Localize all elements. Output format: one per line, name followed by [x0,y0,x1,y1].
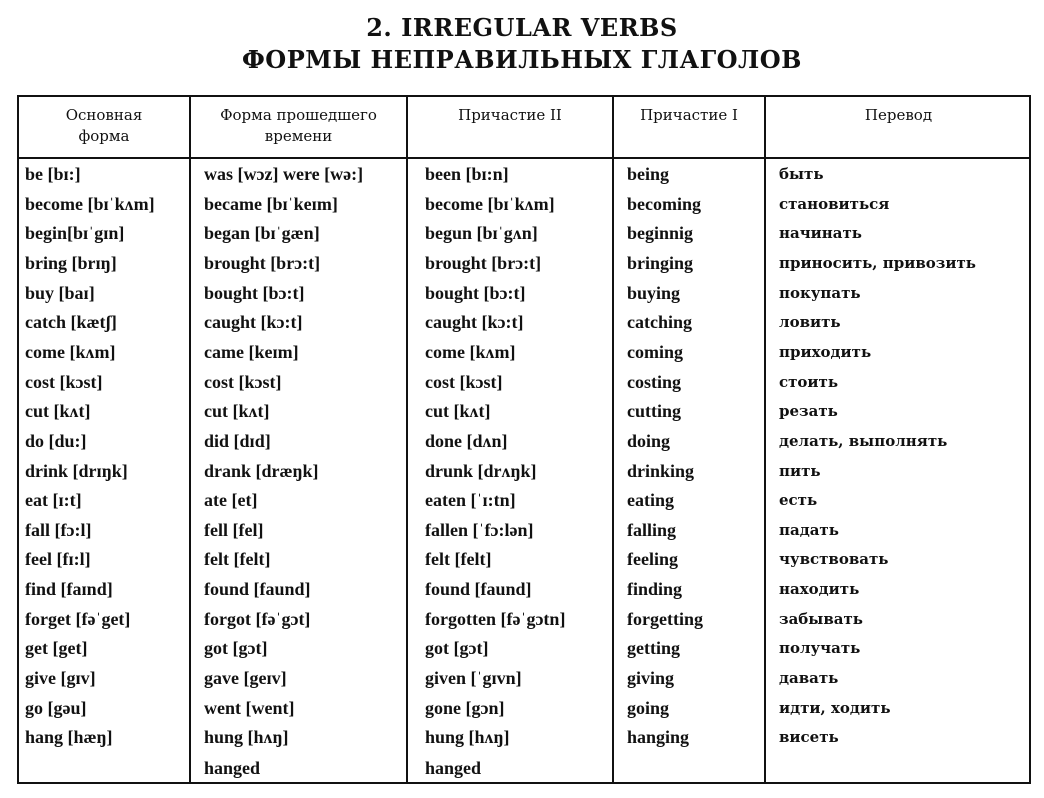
cell-past-form: became [bɪˈkeɪm] [204,193,338,214]
cell-participle-1: beginnig [627,223,694,244]
header-participle-2-text: Причастие II [458,106,562,124]
header-translation-text: Перевод [864,106,933,124]
table-row [19,308,1029,338]
page-title [0,12,1044,76]
cell-translation: есть [779,491,818,510]
table-row [19,575,1029,605]
cell-translation: падать [779,520,839,539]
table-row [19,160,1029,190]
cell-participle-2: brought [brɔ:t] [425,252,542,273]
header-past-form-text: Форма прошедшего времени [220,106,377,145]
cell-participle-1: catching [627,312,692,333]
cell-translation: приносить, привозить [779,253,976,272]
cell-translation: приходить [779,342,872,361]
cell-past-form: bought [bɔ:t] [204,282,305,303]
cell-base-form: catch [kætʃ] [25,312,117,333]
cell-translation: становиться [779,194,890,213]
cell-participle-2: come [kʌm] [425,341,516,362]
cell-past-form: did [dɪd] [204,430,271,451]
table-row [19,427,1029,457]
table-row [19,457,1029,487]
cell-base-form: begin[bɪˈgɪn] [25,223,125,244]
cell-participle-2: begun [bɪˈgʌn] [425,223,538,244]
cell-past-form: forgot [fəˈgɔt] [204,608,311,629]
cell-base-form: find [faɪnd] [25,579,113,600]
cell-base-form: bring [brɪŋ] [25,252,117,273]
cell-participle-1: giving [627,668,675,689]
cell-participle-1: being [627,164,670,184]
title-russian: ФОРМЫ НЕПРАВИЛЬНЫХ ГЛАГОЛОВ [242,45,802,74]
cell-translation: находить [779,580,860,599]
table-row [19,664,1029,694]
cell-participle-1: drinking [627,460,695,481]
table-row [19,249,1029,279]
header-base-form-text: Основная форма [65,106,143,145]
cell-base-form: forget [fəˈget] [25,608,131,629]
cell-translation: забывать [779,609,863,628]
header-past-form [191,105,406,147]
extra-participle-2: hanged [425,758,482,778]
cell-participle-1: eating [627,490,674,511]
cell-participle-1: doing [627,430,671,451]
cell-past-form: got [gɔt] [204,638,268,659]
cell-translation: пить [779,461,821,480]
cell-participle-2: cut [kʌt] [425,401,491,422]
cell-participle-2: caught [kɔ:t] [425,312,524,333]
cell-past-form: went [went] [204,697,295,718]
cell-participle-1: forgetting [627,608,703,629]
cell-translation: чувствовать [779,550,889,569]
cell-participle-2: eaten [ˈɪ:tn] [425,490,516,511]
table-row [19,190,1029,220]
cell-base-form: become [bɪˈkʌm] [25,193,155,214]
cell-participle-2: gone [gɔn] [425,697,505,718]
cell-participle-2: done [dʌn] [425,430,508,451]
table-row [19,397,1029,427]
table-row [19,605,1029,635]
cell-translation: быть [779,165,824,183]
cell-participle-1: costing [627,371,681,392]
table-row [19,219,1029,249]
header-participle-2 [408,105,612,126]
cell-translation: делать, выполнять [779,431,948,450]
cell-base-form: fall [fɔ:l] [25,519,92,540]
cell-translation: резать [779,402,838,421]
cell-base-form: cost [kɔst] [25,371,103,392]
cell-past-form: drank [dræŋk] [204,460,319,481]
irregular-verbs-table [17,95,1031,784]
header-translation [766,105,1031,126]
cell-translation: ловить [779,313,841,332]
table-row [19,486,1029,516]
cell-base-form: hang [hæŋ] [25,727,113,748]
table-row [19,694,1029,724]
cell-past-form: caught [kɔ:t] [204,312,303,333]
cell-participle-1: becoming [627,193,701,214]
header-participle-1-text: Причастие I [640,106,738,124]
cell-participle-2: cost [kɔst] [425,371,503,392]
cell-past-form: hung [hʌŋ] [204,727,289,748]
cell-base-form: be [bɪ:] [25,164,81,184]
cell-base-form: come [kʌm] [25,341,116,362]
cell-participle-1: getting [627,638,680,659]
cell-translation: стоить [779,372,839,391]
cell-past-form: was [wɔz] were [wə:] [204,164,364,184]
cell-participle-1: falling [627,519,677,540]
cell-participle-2: given [ˈgɪvn] [425,668,522,689]
cell-base-form: go [gəu] [25,697,87,718]
cell-participle-2: felt [felt] [425,549,492,570]
cell-base-form: buy [baɪ] [25,282,95,303]
cell-past-form: brought [brɔ:t] [204,252,321,273]
cell-translation: начинать [779,224,862,243]
header-divider [19,157,1029,159]
cell-translation: давать [779,669,839,688]
cell-past-form: began [bɪˈgæn] [204,223,320,244]
cell-past-form: found [faund] [204,579,311,600]
cell-participle-1: buying [627,282,681,303]
cell-participle-2: bought [bɔ:t] [425,282,526,303]
cell-participle-1: feeling [627,549,678,570]
cell-past-form: gave [geɪv] [204,668,287,689]
header-base-form [19,105,189,147]
cell-past-form: came [keɪm] [204,341,299,362]
extra-past-form: hanged [204,758,261,778]
cell-participle-1: bringing [627,252,694,273]
cell-translation: идти, ходить [779,698,891,717]
table-row [19,279,1029,309]
cell-participle-2: become [bɪˈkʌm] [425,193,555,214]
cell-base-form: eat [ɪ:t] [25,490,82,511]
cell-past-form: cost [kɔst] [204,371,282,392]
cell-translation: получать [779,639,861,658]
cell-base-form: give [gɪv] [25,668,96,689]
table-row [19,516,1029,546]
cell-base-form: do [du:] [25,430,87,451]
table-row [19,338,1029,368]
cell-past-form: cut [kʌt] [204,401,270,422]
cell-participle-1: hanging [627,727,690,748]
cell-participle-2: got [gɔt] [425,638,489,659]
cell-participle-2: been [bɪ:n] [425,164,509,184]
cell-base-form: drink [drɪŋk] [25,460,128,481]
cell-past-form: ate [et] [204,490,258,511]
table-row [19,723,1029,753]
cell-base-form: feel [fɪ:l] [25,549,91,570]
cell-participle-1: finding [627,579,683,600]
table-row [19,545,1029,575]
cell-past-form: felt [felt] [204,549,271,570]
title-english: 2. IRREGULAR VERBS [366,13,678,42]
cell-past-form: fell [fel] [204,519,264,540]
cell-base-form: cut [kʌt] [25,401,91,422]
cell-base-form: get [get] [25,638,88,659]
cell-participle-2: drunk [drʌŋk] [425,460,537,481]
cell-participle-2: forgotten [fəˈgɔtn] [425,608,566,629]
cell-translation: висеть [779,728,839,747]
cell-participle-1: coming [627,341,683,362]
table-row [19,368,1029,398]
cell-participle-1: cutting [627,401,681,422]
cell-participle-1: going [627,697,670,718]
cell-participle-2: found [faund] [425,579,532,600]
cell-participle-2: fallen [ˈfɔ:lən] [425,519,534,540]
cell-participle-2: hung [hʌŋ] [425,727,510,748]
table-row [19,634,1029,664]
cell-translation: покупать [779,283,861,302]
header-participle-1 [614,105,764,126]
